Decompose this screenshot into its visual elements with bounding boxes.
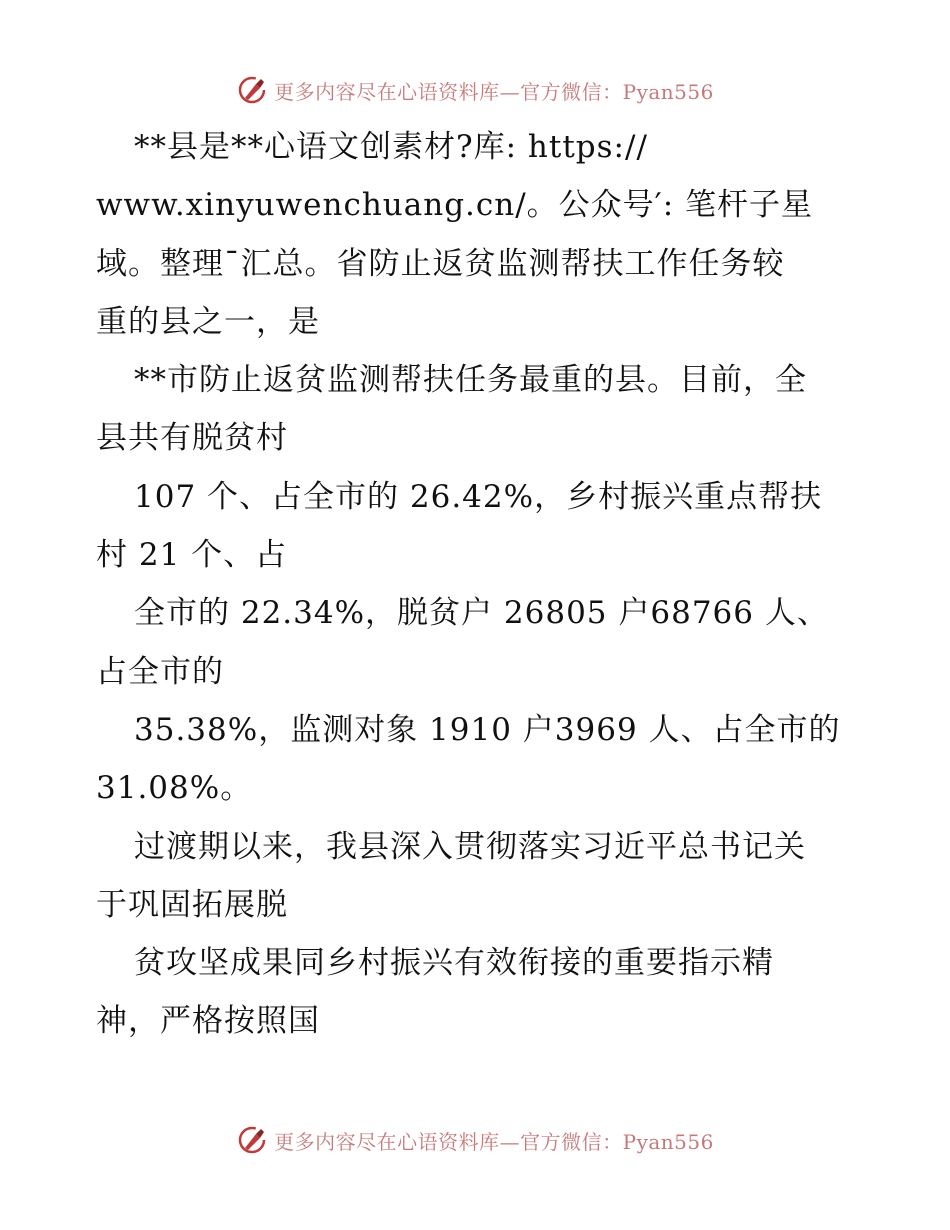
document-body [96, 118, 876, 1051]
pen-nib-circle-icon [236, 74, 268, 106]
text-line: 神，严格按照国 [96, 1003, 320, 1040]
text-line: **县是**心语文创素材?库: https:// [134, 129, 648, 165]
text-line: 107 个、占全市的 26.42%，乡村振兴重点帮扶 [134, 478, 823, 515]
text-line: 县共有脱贫村 [96, 420, 288, 457]
pen-nib-circle-icon [236, 1124, 268, 1156]
text-line: 占全市的 [96, 653, 224, 690]
text-line: 域。整理¯汇总。省防止返贫监测帮扶工作任务较 [96, 245, 785, 282]
text-line: www.xinyuwenchuang.cn/。公众号′: 笔杆子星 [96, 187, 814, 224]
watermark-text: 更多内容尽在心语资料库—官方微信：Pyan556 [274, 79, 714, 104]
text-line: **市防止返贫监测帮扶任务最重的县。目前，全 [134, 362, 807, 399]
header-watermark [0, 72, 950, 108]
text-line: 村 21 个、占 [96, 537, 288, 574]
watermark-text: 更多内容尽在心语资料库—官方微信：Pyan556 [274, 1129, 714, 1154]
text-line: 于巩固拓展脱 [96, 886, 288, 923]
text-line: 过渡期以来，我县深入贯彻落实习近平总书记关 [134, 828, 806, 865]
text-line: 贫攻坚成果同乡村振兴有效衔接的重要指示精 [134, 945, 774, 982]
text-line: 重的县之一，是 [96, 303, 320, 340]
footer-watermark [0, 1122, 950, 1158]
text-line: 35.38%，监测对象 1910 户3969 人、占全市的 [134, 711, 841, 748]
text-line: 31.08%。 [96, 770, 253, 807]
text-line: 全市的 22.34%，脱贫户 26805 户68766 人、 [134, 595, 829, 632]
